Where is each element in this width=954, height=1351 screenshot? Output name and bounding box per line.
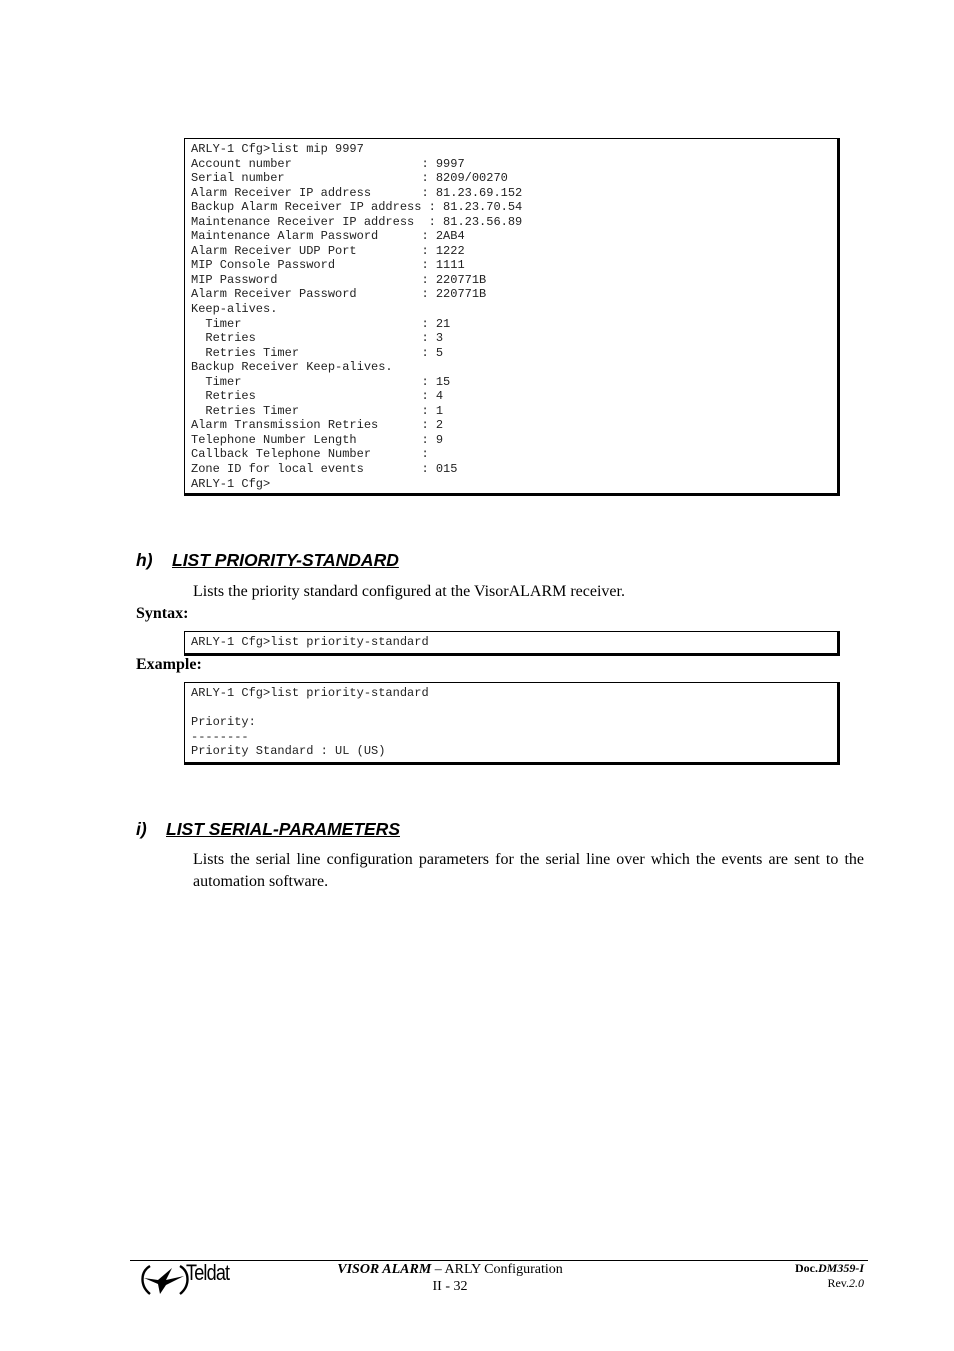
syntax-code-block	[184, 631, 840, 656]
mip-listing-text: ARLY-1 Cfg>list mip 9997 Account number : 9997 Serial number : 8209/00270 Alarm Receiver IP address : 81.23.69.152 Backup Alarm Receiver IP address : 81.23.70.54 Maintenance Receiver IP address : 81.23.56.89 Maintenance Alarm Password : 2AB4 Alarm Receiver UDP Port : 1222 MIP Console Password : 1111 MIP Password : 220771B Alarm Receiver Password : 220771B Keep-alives. Timer : 21 Retries : 3 Retries Timer : 5 Backup Receiver Keep-alives. Timer : 15 Retries : 4 Retries Timer : 1 Alarm Transmission Retries : 2 Telephone Number Length : 9 Callback Telephone Number : Zone ID for local events : 015 ARLY-1 Cfg>	[191, 142, 523, 491]
doc-id: DM359-I	[817, 1261, 864, 1275]
footer-chapter: – ARLY Configuration	[434, 1262, 563, 1277]
mip-listing-code-block	[184, 138, 840, 496]
section-i-letter: i)	[136, 819, 147, 839]
syntax-label: Syntax:	[136, 605, 189, 622]
section-h-letter: h)	[136, 550, 153, 570]
section-i-description: Lists the serial line configuration parameters for the serial line over which the events are sent to the automation software.	[193, 851, 864, 890]
logo-text: Teldat	[186, 1260, 230, 1285]
footer-center	[250, 1261, 650, 1295]
section-h-heading	[136, 550, 399, 571]
doc-prefix: Doc.	[794, 1261, 818, 1275]
footer-product: VISOR ALARM	[337, 1262, 432, 1277]
rev-prefix: Rev.	[827, 1276, 849, 1290]
syntax-code-text: ARLY-1 Cfg>list priority-standard	[191, 635, 429, 649]
footer-rev-line	[795, 1276, 864, 1291]
section-h-title: LIST PRIORITY-STANDARD	[172, 550, 399, 570]
section-h-description: Lists the priority standard configured at the VisorALARM receiver.	[193, 583, 625, 600]
section-i-title: LIST SERIAL-PARAMETERS	[166, 819, 400, 839]
example-code-text: ARLY-1 Cfg>list priority-standard Priority: -------- Priority Standard : UL (US)	[191, 686, 429, 759]
footer-doc-line	[795, 1261, 864, 1276]
footer-doc-info	[795, 1261, 864, 1291]
example-label: Example:	[136, 656, 202, 673]
example-code-block	[184, 682, 840, 765]
footer-title-line	[250, 1261, 650, 1278]
footer-page-number: II - 32	[432, 1279, 468, 1294]
section-i-heading	[136, 819, 400, 840]
rev-number: 2.0	[849, 1276, 864, 1290]
